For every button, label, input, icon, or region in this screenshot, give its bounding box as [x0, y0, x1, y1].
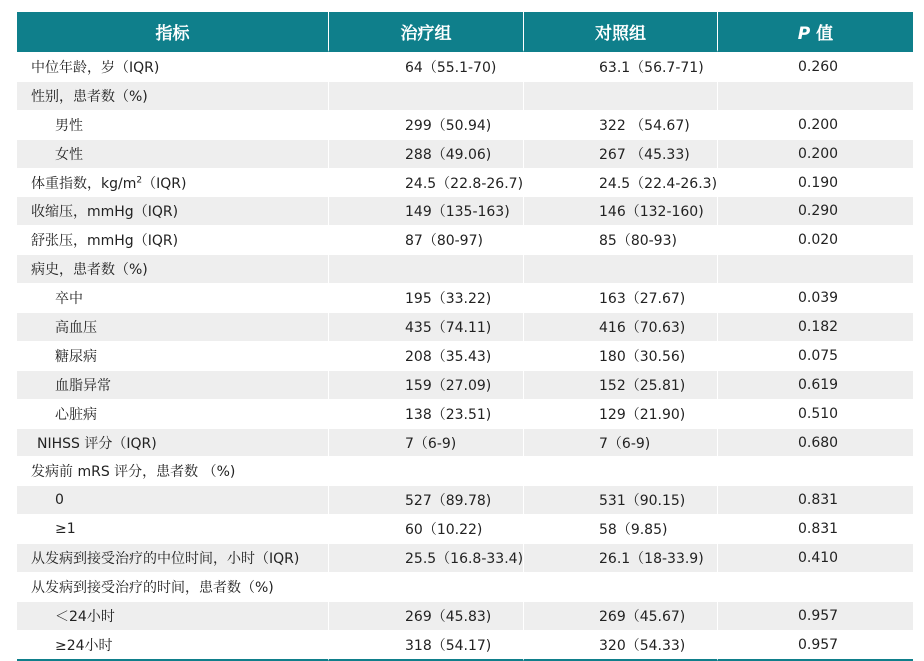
table-row	[17, 370, 913, 399]
row-label: 体重指数，$kg/m^2(IQR)$	[17, 168, 328, 197]
row-label: 中位年龄，岁（IQR)	[17, 52, 328, 81]
baseline-characteristics-table	[17, 12, 913, 661]
control-value: 129（21.90)	[523, 399, 717, 428]
control-value: 85（80-93)	[523, 225, 717, 254]
table-row	[17, 428, 913, 457]
p-value	[717, 81, 913, 110]
treatment-value: 527（89.78)	[328, 485, 523, 514]
row-label: 舒张压，mmHg（IQR)	[17, 225, 328, 254]
table-row	[17, 399, 913, 428]
p-value: 0.182	[717, 312, 913, 341]
p-value: 0.510	[717, 399, 913, 428]
treatment-value: 60（10.22)	[328, 514, 523, 543]
row-label: 高血压	[17, 312, 328, 341]
control-value: 26.1（18-33.9)	[523, 543, 717, 572]
table-row	[17, 456, 913, 485]
control-value: 531（90.15)	[523, 485, 717, 514]
treatment-value: 7（6-9)	[328, 428, 523, 457]
table-row	[17, 601, 913, 630]
p-value: 0.831	[717, 485, 913, 514]
p-value: 0.680	[717, 428, 913, 457]
p-value: 0.410	[717, 543, 913, 572]
treatment-value: 138（23.51)	[328, 399, 523, 428]
p-value	[717, 254, 913, 283]
row-label: 收缩压，mmHg（IQR)	[17, 196, 328, 225]
p-value: 0.831	[717, 514, 913, 543]
control-value	[523, 254, 717, 283]
header-control-group: 对照组	[523, 12, 717, 52]
p-value: 0.957	[717, 630, 913, 661]
control-value: 416（70.63)	[523, 312, 717, 341]
table-row	[17, 543, 913, 572]
control-value: 163（27.67)	[523, 283, 717, 312]
control-value: 58（9.85)	[523, 514, 717, 543]
p-value: 0.075	[717, 341, 913, 370]
table-row	[17, 572, 913, 601]
table-row	[17, 485, 913, 514]
table-row	[17, 139, 913, 168]
control-value: 267 （45.33)	[523, 139, 717, 168]
baseline-table-container	[17, 12, 913, 661]
treatment-value: 159（27.09)	[328, 370, 523, 399]
treatment-value: 288（49.06)	[328, 139, 523, 168]
control-value: 63.1（56.7-71)	[523, 52, 717, 81]
p-value: 0.200	[717, 110, 913, 139]
table-row	[17, 81, 913, 110]
header-p-suffix: 值	[810, 23, 834, 44]
p-value	[717, 456, 913, 485]
treatment-value	[328, 81, 523, 110]
table-row	[17, 110, 913, 139]
header-indicator: 指标	[17, 12, 328, 52]
header-p-letter: P	[797, 23, 811, 44]
treatment-value: 318（54.17)	[328, 630, 523, 661]
header-p-value	[717, 12, 913, 52]
treatment-value: 208（35.43)	[328, 341, 523, 370]
p-value: 0.619	[717, 370, 913, 399]
control-value	[523, 81, 717, 110]
control-value	[523, 572, 717, 601]
treatment-value: 87（80-97)	[328, 225, 523, 254]
control-value: 146（132-160)	[523, 196, 717, 225]
control-value: 7（6-9)	[523, 428, 717, 457]
row-label: 卒中	[17, 283, 328, 312]
row-label: 男性	[17, 110, 328, 139]
header-treatment-group: 治疗组	[328, 12, 523, 52]
table-row	[17, 312, 913, 341]
control-value: 180（30.56)	[523, 341, 717, 370]
row-label: 女性	[17, 139, 328, 168]
p-value: 0.290	[717, 196, 913, 225]
treatment-value: 269（45.83)	[328, 601, 523, 630]
p-value: 0.200	[717, 139, 913, 168]
treatment-value: 24.5（22.8-26.7)	[328, 168, 523, 197]
row-label: 0	[17, 485, 328, 514]
row-label: 从发病到接受治疗的中位时间，小时（IQR)	[17, 543, 328, 572]
control-value: 320（54.33)	[523, 630, 717, 661]
row-label: ＜24小时	[17, 601, 328, 630]
table-row	[17, 168, 913, 197]
treatment-value: 435（74.11)	[328, 312, 523, 341]
table-header-row	[17, 12, 913, 52]
row-label: 发病前 mRS 评分，患者数 （%)	[17, 456, 328, 485]
row-label: 糖尿病	[17, 341, 328, 370]
row-label: 病史，患者数（%)	[17, 254, 328, 283]
row-label: 从发病到接受治疗的时间，患者数（%)	[17, 572, 328, 601]
table-row	[17, 283, 913, 312]
row-label: 血脂异常	[17, 370, 328, 399]
row-label: ≥24小时	[17, 630, 328, 661]
treatment-value	[328, 456, 523, 485]
table-row	[17, 514, 913, 543]
p-value	[717, 572, 913, 601]
control-value: 24.5（22.4-26.3)	[523, 168, 717, 197]
treatment-value: 64（55.1-70)	[328, 52, 523, 81]
p-value: 0.190	[717, 168, 913, 197]
control-value: 322 （54.67)	[523, 110, 717, 139]
p-value: 0.957	[717, 601, 913, 630]
row-label: 心脏病	[17, 399, 328, 428]
table-row	[17, 254, 913, 283]
p-value: 0.039	[717, 283, 913, 312]
p-value: 0.260	[717, 52, 913, 81]
table-row	[17, 341, 913, 370]
table-row	[17, 630, 913, 661]
table-row	[17, 225, 913, 254]
treatment-value	[328, 254, 523, 283]
treatment-value: 299（50.94)	[328, 110, 523, 139]
row-label: NIHSS 评分（IQR)	[17, 428, 328, 457]
p-value: 0.020	[717, 225, 913, 254]
table-row	[17, 196, 913, 225]
row-label: ≥1	[17, 514, 328, 543]
control-value: 152（25.81)	[523, 370, 717, 399]
treatment-value: 149（135-163)	[328, 196, 523, 225]
treatment-value: 195（33.22)	[328, 283, 523, 312]
treatment-value	[328, 572, 523, 601]
treatment-value: 25.5（16.8-33.4)	[328, 543, 523, 572]
control-value	[523, 456, 717, 485]
row-label: 性别，患者数（%)	[17, 81, 328, 110]
table-row	[17, 52, 913, 81]
control-value: 269（45.67)	[523, 601, 717, 630]
